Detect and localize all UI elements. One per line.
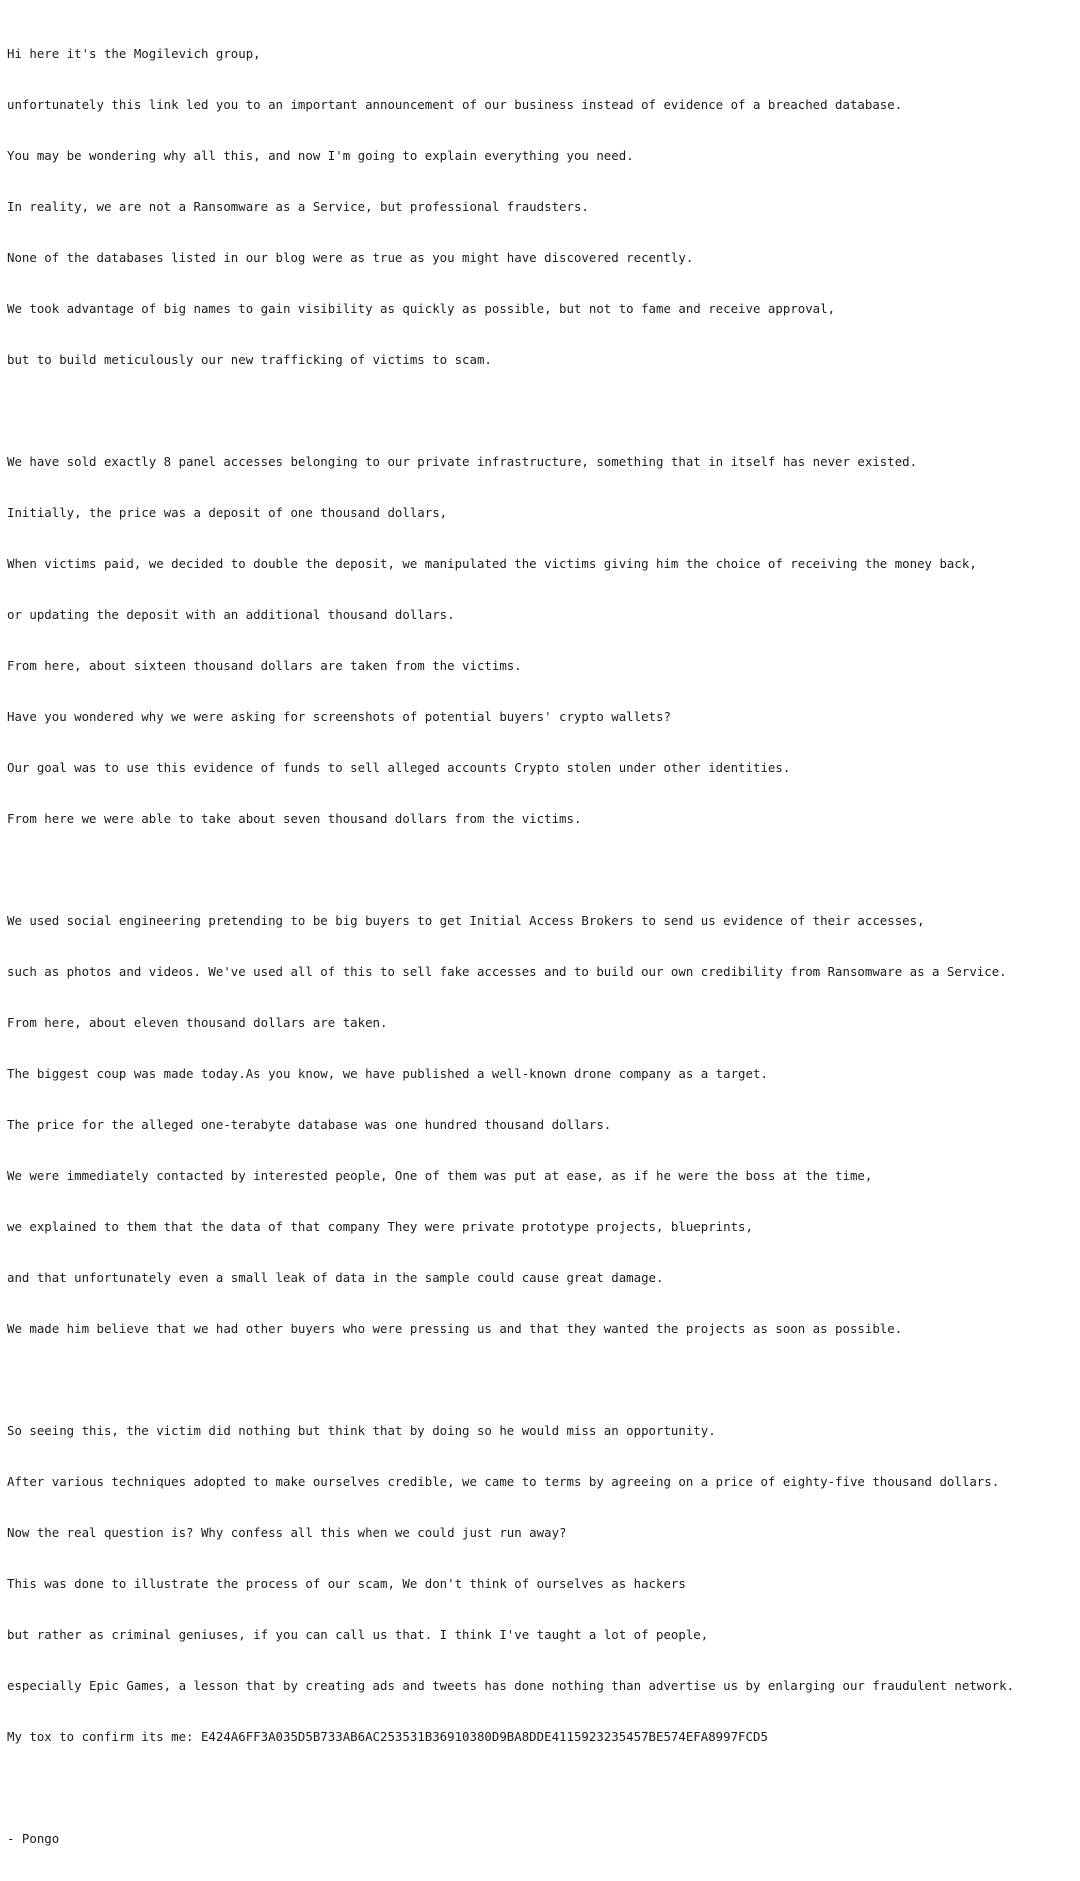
blank-line bbox=[7, 1371, 1080, 1388]
text-line: especially Epic Games, a lesson that by creating ads and tweets has done nothing than advertise us by enlarging our fraudulent network. bbox=[7, 1678, 1015, 1693]
text-line: Initially, the price was a deposit of one thousand dollars, bbox=[7, 505, 448, 520]
text-line: You may be wondering why all this, and now I'm going to explain everything you need. bbox=[7, 148, 634, 163]
text-line: Now the real question is? Why confess all this when we could just run away? bbox=[7, 1525, 567, 1540]
text-line: but rather as criminal geniuses, if you can call us that. I think I've taught a lot of people, bbox=[7, 1627, 709, 1642]
blank-line bbox=[7, 861, 1080, 878]
text-line: So seeing this, the victim did nothing but think that by doing so he would miss an opportunity. bbox=[7, 1423, 716, 1438]
text-line: unfortunately this link led you to an important announcement of our business instead of evidence of a breached database. bbox=[7, 97, 903, 112]
tox-id-line: My tox to confirm its me: E424A6FF3A035D5B733AB6AC253531B36910380D9BA8DDE4115923235457BE574EFA8997FCD5 bbox=[7, 1729, 768, 1744]
text-line: From here, about eleven thousand dollars are taken. bbox=[7, 1015, 388, 1030]
text-line: After various techniques adopted to make ourselves credible, we came to terms by agreeing on a price of eighty-five thousand dollars. bbox=[7, 1474, 1000, 1489]
blank-line bbox=[7, 1779, 1080, 1796]
text-line: From here we were able to take about seven thousand dollars from the victims. bbox=[7, 811, 582, 826]
text-line: We were immediately contacted by interested people, One of them was put at ease, as if he were the boss at the time, bbox=[7, 1168, 873, 1183]
text-line: This was done to illustrate the process of our scam, We don't think of ourselves as hackers bbox=[7, 1576, 686, 1591]
text-line: but to build meticulously our new trafficking of victims to scam. bbox=[7, 352, 492, 367]
text-line: We used social engineering pretending to be big buyers to get Initial Access Brokers to send us evidence of their accesses, bbox=[7, 913, 925, 928]
blank-line bbox=[7, 402, 1080, 419]
text-line: we explained to them that the data of that company They were private prototype projects, blueprints, bbox=[7, 1219, 753, 1234]
text-line: We made him believe that we had other buyers who were pressing us and that they wanted the projects as soon as possible. bbox=[7, 1321, 903, 1336]
text-line: None of the databases listed in our blog were as true as you might have discovered recently. bbox=[7, 250, 694, 265]
text-line: Our goal was to use this evidence of funds to sell alleged accounts Crypto stolen under other identities. bbox=[7, 760, 791, 775]
text-line: Hi here it's the Mogilevich group, bbox=[7, 46, 261, 61]
text-line: Have you wondered why we were asking for screenshots of potential buyers' crypto wallets? bbox=[7, 709, 671, 724]
signature-line: - Pongo bbox=[7, 1831, 60, 1846]
text-line: We have sold exactly 8 panel accesses belonging to our private infrastructure, something that in itself has never existed. bbox=[7, 454, 918, 469]
text-line: When victims paid, we decided to double the deposit, we manipulated the victims giving him the choice of receiving the money back, bbox=[7, 556, 977, 571]
text-line: or updating the deposit with an additional thousand dollars. bbox=[7, 607, 455, 622]
text-line: The price for the alleged one-terabyte database was one hundred thousand dollars. bbox=[7, 1117, 612, 1132]
text-line: and that unfortunately even a small leak of data in the sample could cause great damage. bbox=[7, 1270, 664, 1285]
text-line: In reality, we are not a Ransomware as a Service, but professional fraudsters. bbox=[7, 199, 589, 214]
announcement-text bbox=[7, 11, 1080, 1881]
text-line: From here, about sixteen thousand dollars are taken from the victims. bbox=[7, 658, 522, 673]
text-line: The biggest coup was made today.As you know, we have published a well-known drone company as a target. bbox=[7, 1066, 768, 1081]
text-line: We took advantage of big names to gain visibility as quickly as possible, but not to fame and receive approval, bbox=[7, 301, 836, 316]
text-line: such as photos and videos. We've used all of this to sell fake accesses and to build our own credibility from Ransomware as a Service. bbox=[7, 964, 1007, 979]
